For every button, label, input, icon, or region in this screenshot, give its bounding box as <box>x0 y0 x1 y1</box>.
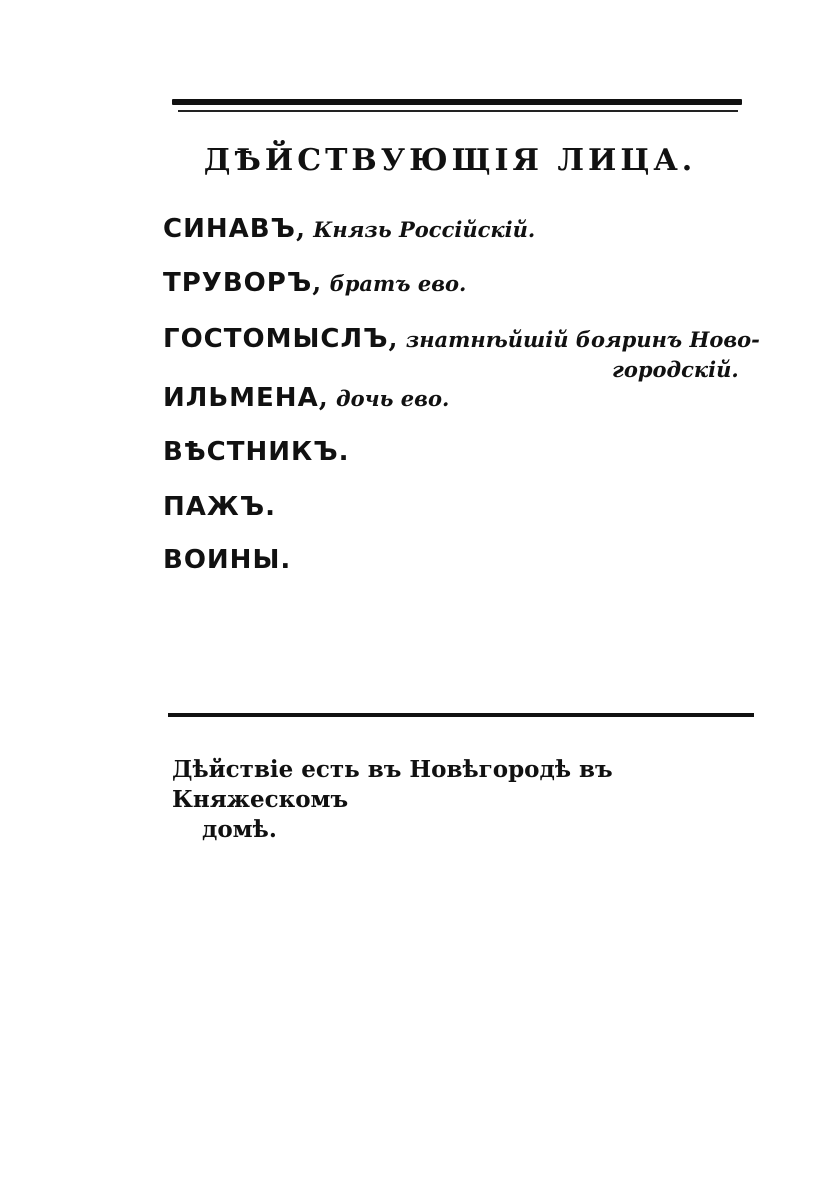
separator: , <box>318 383 328 413</box>
character-entry-voiny <box>163 545 291 575</box>
setting-note <box>172 755 762 845</box>
character-name: ГОСТОМЫСЛЪ <box>163 324 389 354</box>
top-rule-thin <box>178 110 738 112</box>
character-name: ВѢСТНИКЪ. <box>163 437 350 467</box>
character-name: ВОИНЫ. <box>163 545 292 575</box>
character-description: дочь ево. <box>336 386 450 411</box>
character-description-continuation: городскій. <box>612 357 739 382</box>
separator: , <box>312 268 322 298</box>
dramatis-personae-heading: ДѢЙСТВУЮЩІЯ ЛИЦА. <box>203 143 697 178</box>
character-entry-truvor <box>163 268 466 298</box>
character-name: СИНАВЪ <box>163 214 296 244</box>
character-name: ПАЖЪ. <box>163 492 277 522</box>
middle-rule <box>168 713 754 717</box>
character-entry-vestnik <box>163 437 350 467</box>
top-rule-thick <box>172 99 742 105</box>
separator: , <box>388 324 398 354</box>
setting-line-1: Дѣйствіе есть въ Новѣгородѣ въ Княжескомъ <box>172 756 613 813</box>
character-description: знатнѣйшій бояринъ Ново- <box>405 327 760 352</box>
character-entry-sinav <box>163 214 535 244</box>
character-name: ИЛЬМЕНА <box>163 383 319 413</box>
character-entry-pazh <box>163 492 276 522</box>
character-entry-ilmena <box>163 383 449 413</box>
character-name: ТРУВОРЪ <box>163 268 313 298</box>
character-description: братъ ево. <box>329 271 467 296</box>
character-entry-gostomysl <box>163 324 760 354</box>
character-description: Князь Россійскій. <box>313 217 536 242</box>
separator: , <box>295 214 306 244</box>
setting-line-2: домѣ. <box>202 816 277 843</box>
